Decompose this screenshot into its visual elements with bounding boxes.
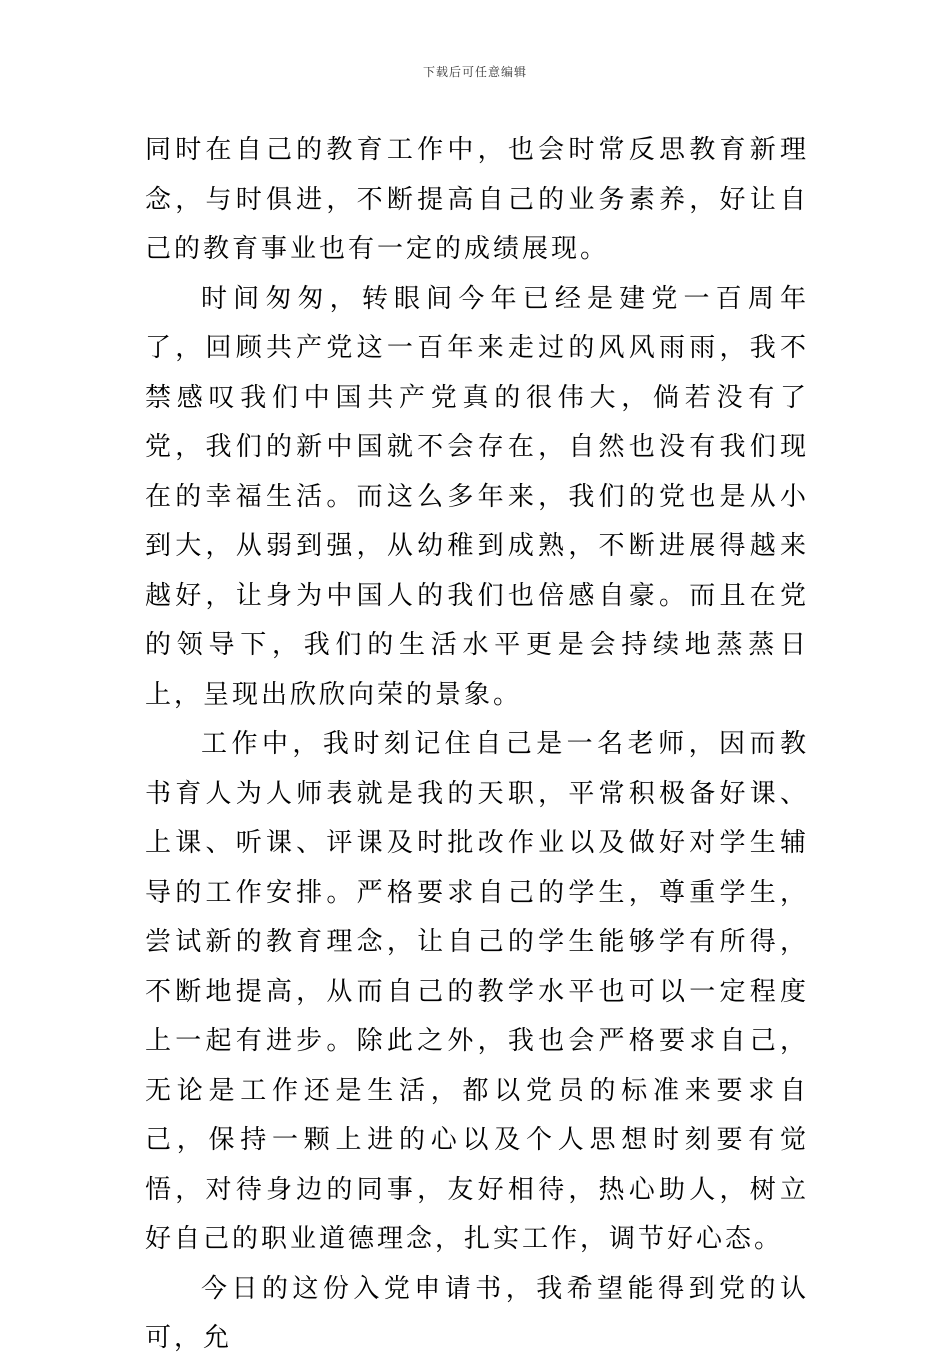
document-body [145, 126, 809, 1364]
header-download-note: 下载后可任意编辑 [422, 65, 527, 79]
paragraph-3: 工作中，我时刻记住自己是一名老师，因而教书育人为人师表就是我的天职，平常积极备好课、上课、听课、评课及时批改作业以及做好对学生辅导的工作安排。严格要求自己的学生，尊重学生，尝试新的教育理念，让自己的学生能够学有所得，不断地提高，从而自己的教学水平也可以一定程度上一起有进步。除此之外，我也会严格要求自己，无论是工作还是生活，都以党员的标准来要求自己，保持一颗上进的心以及个人思想时刻要有觉悟，对待身边的同事，友好相待，热心助人，树立好自己的职业道德理念，扎实工作，调节好心态。 [145, 729, 809, 1254]
paragraph-1: 同时在自己的教育工作中，也会时常反思教育新理念，与时俱进，不断提高自己的业务素养，好让自己的教育事业也有一定的成绩展现。 [145, 135, 809, 264]
paragraph-2: 时间匆匆，转眼间今年已经是建党一百周年了，回顾共产党这一百年来走过的风风雨雨，我不禁感叹我们中国共产党真的很伟大，倘若没有了党，我们的新中国就不会存在，自然也没有我们现在的幸福生活。而这么多年来，我们的党也是从小到大，从弱到强，从幼稚到成熟，不断进展得越来越好，让身为中国人的我们也倍感自豪。而且在党的领导下，我们的生活水平更是会持续地蒸蒸日上，呈现出欣欣向荣的景象。 [145, 283, 809, 710]
paragraph-4: 今日的这份入党申请书，我希望能得到党的认可，允 [145, 1273, 809, 1353]
